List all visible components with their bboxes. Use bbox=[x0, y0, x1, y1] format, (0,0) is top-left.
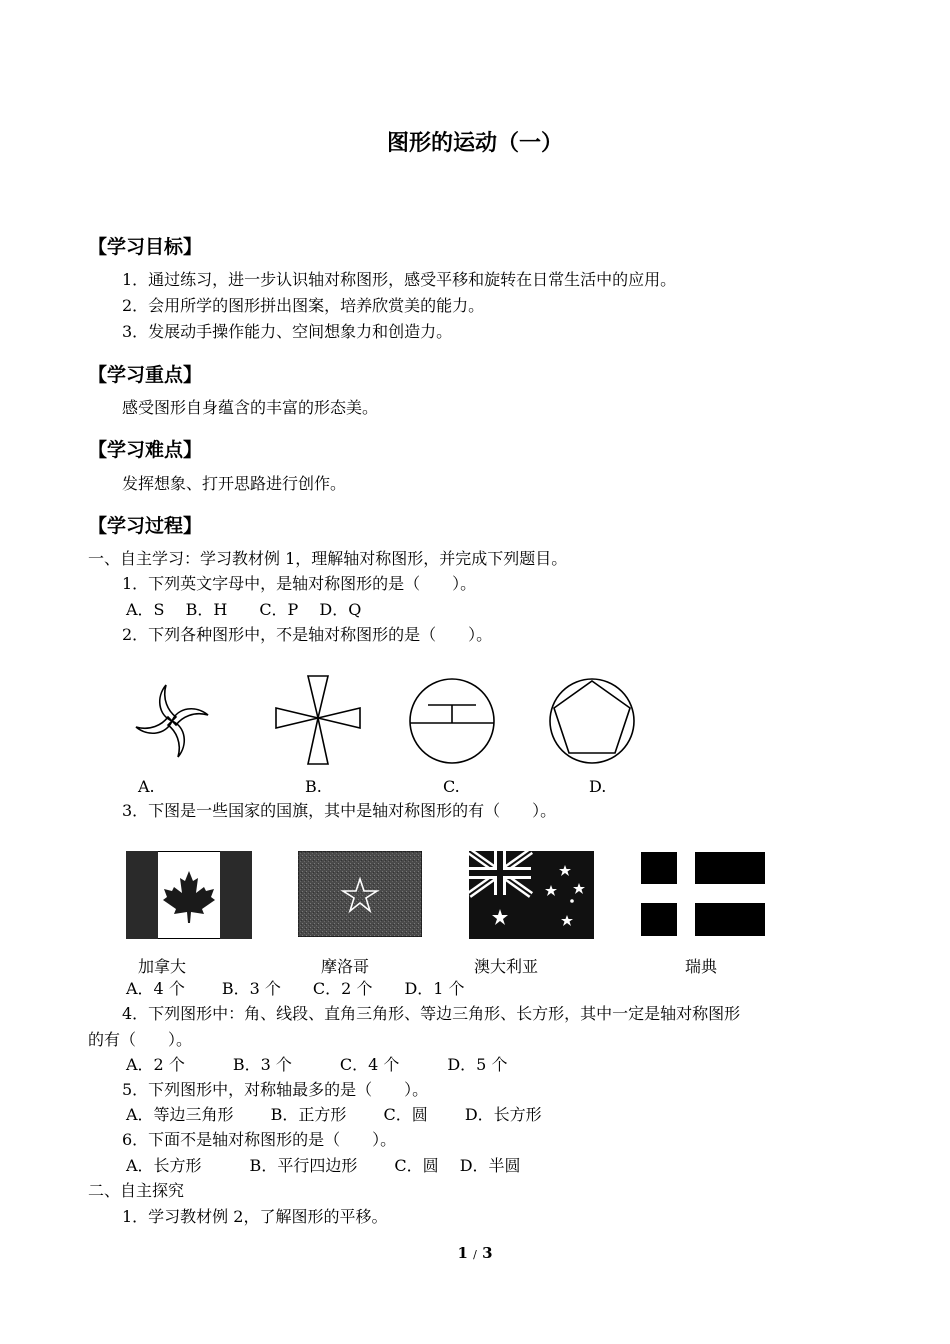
circle-with-bar-figure bbox=[406, 675, 498, 767]
question-4-line1: 4．下列图形中：角、线段、直角三角形、等边三角形、长方形，其中一定是轴对称图形 bbox=[122, 1004, 741, 1023]
flag-label-australia: 澳大利亚 bbox=[474, 957, 539, 976]
focus-heading: 【学习重点】 bbox=[88, 364, 203, 386]
page-number bbox=[0, 1244, 950, 1262]
question-3: 3．下图是一些国家的国旗，其中是轴对称图形的有（ ）。 bbox=[122, 801, 557, 820]
q2-label-c: C. bbox=[443, 777, 460, 796]
focus-text: 感受图形自身蕴含的丰富的形态美。 bbox=[122, 398, 379, 417]
part2-item-1: 1．学习教材例 2，了解图形的平移。 bbox=[122, 1207, 388, 1226]
question-4-options: A．2 个 B．3 个 C．4 个 D．5 个 bbox=[126, 1055, 508, 1074]
question-6-options: A．长方形 B．平行四边形 C．圆 D．半圆 bbox=[126, 1156, 521, 1175]
flag-label-canada: 加拿大 bbox=[138, 957, 187, 976]
difficulty-text: 发挥想象、打开思路进行创作。 bbox=[122, 474, 347, 493]
question-3-options: A．4 个 B．3 个 C．2 个 D．1 个 bbox=[126, 979, 465, 998]
question-5-options: A．等边三角形 B．正方形 C．圆 D．长方形 bbox=[126, 1105, 542, 1124]
q2-label-b: B. bbox=[305, 777, 322, 796]
page-total: 3 bbox=[482, 1244, 493, 1262]
union-jack-icon bbox=[469, 851, 531, 895]
part1-intro: 一、自主学习：学习教材例 1，理解轴对称图形，并完成下列题目。 bbox=[88, 549, 568, 568]
flag-label-morocco: 摩洛哥 bbox=[321, 957, 370, 976]
australia-flag bbox=[469, 851, 594, 939]
q2-label-a: A. bbox=[138, 777, 155, 796]
pinwheel-figure bbox=[126, 675, 218, 767]
goals-heading: 【学习目标】 bbox=[88, 236, 203, 258]
process-heading: 【学习过程】 bbox=[88, 515, 203, 537]
goal-item: 3．发展动手操作能力、空间想象力和创造力。 bbox=[122, 322, 453, 341]
question-1-options: A．S B．H C．P D．Q bbox=[126, 600, 362, 619]
q2-label-d: D. bbox=[589, 777, 607, 796]
question-1: 1．下列英文字母中，是轴对称图形的是（ ）。 bbox=[122, 574, 477, 593]
goal-item: 1．通过练习，进一步认识轴对称图形，感受平移和旋转在日常生活中的应用。 bbox=[122, 270, 677, 289]
question-2: 2．下列各种图形中，不是轴对称图形的是（ ）。 bbox=[122, 625, 493, 644]
question-4-line2: 的有（ ）。 bbox=[88, 1030, 193, 1049]
pentagon-in-circle-figure bbox=[546, 675, 638, 767]
cross-wedges-figure bbox=[272, 672, 364, 768]
flag-label-sweden: 瑞典 bbox=[685, 957, 718, 976]
page-separator: / bbox=[473, 1248, 477, 1261]
page-title: 图形的运动（一） bbox=[386, 131, 563, 156]
goal-item: 2．会用所学的图形拼出图案，培养欣赏美的能力。 bbox=[122, 296, 485, 315]
difficulty-heading: 【学习难点】 bbox=[88, 439, 203, 461]
page-current: 1 bbox=[457, 1244, 468, 1262]
part2-heading: 二、自主探究 bbox=[88, 1181, 185, 1200]
morocco-flag bbox=[298, 851, 422, 937]
sweden-flag bbox=[640, 851, 766, 937]
question-5: 5．下列图形中，对称轴最多的是（ ）。 bbox=[122, 1080, 429, 1099]
canada-flag bbox=[126, 851, 252, 939]
question-6: 6．下面不是轴对称图形的是（ ）。 bbox=[122, 1130, 397, 1149]
